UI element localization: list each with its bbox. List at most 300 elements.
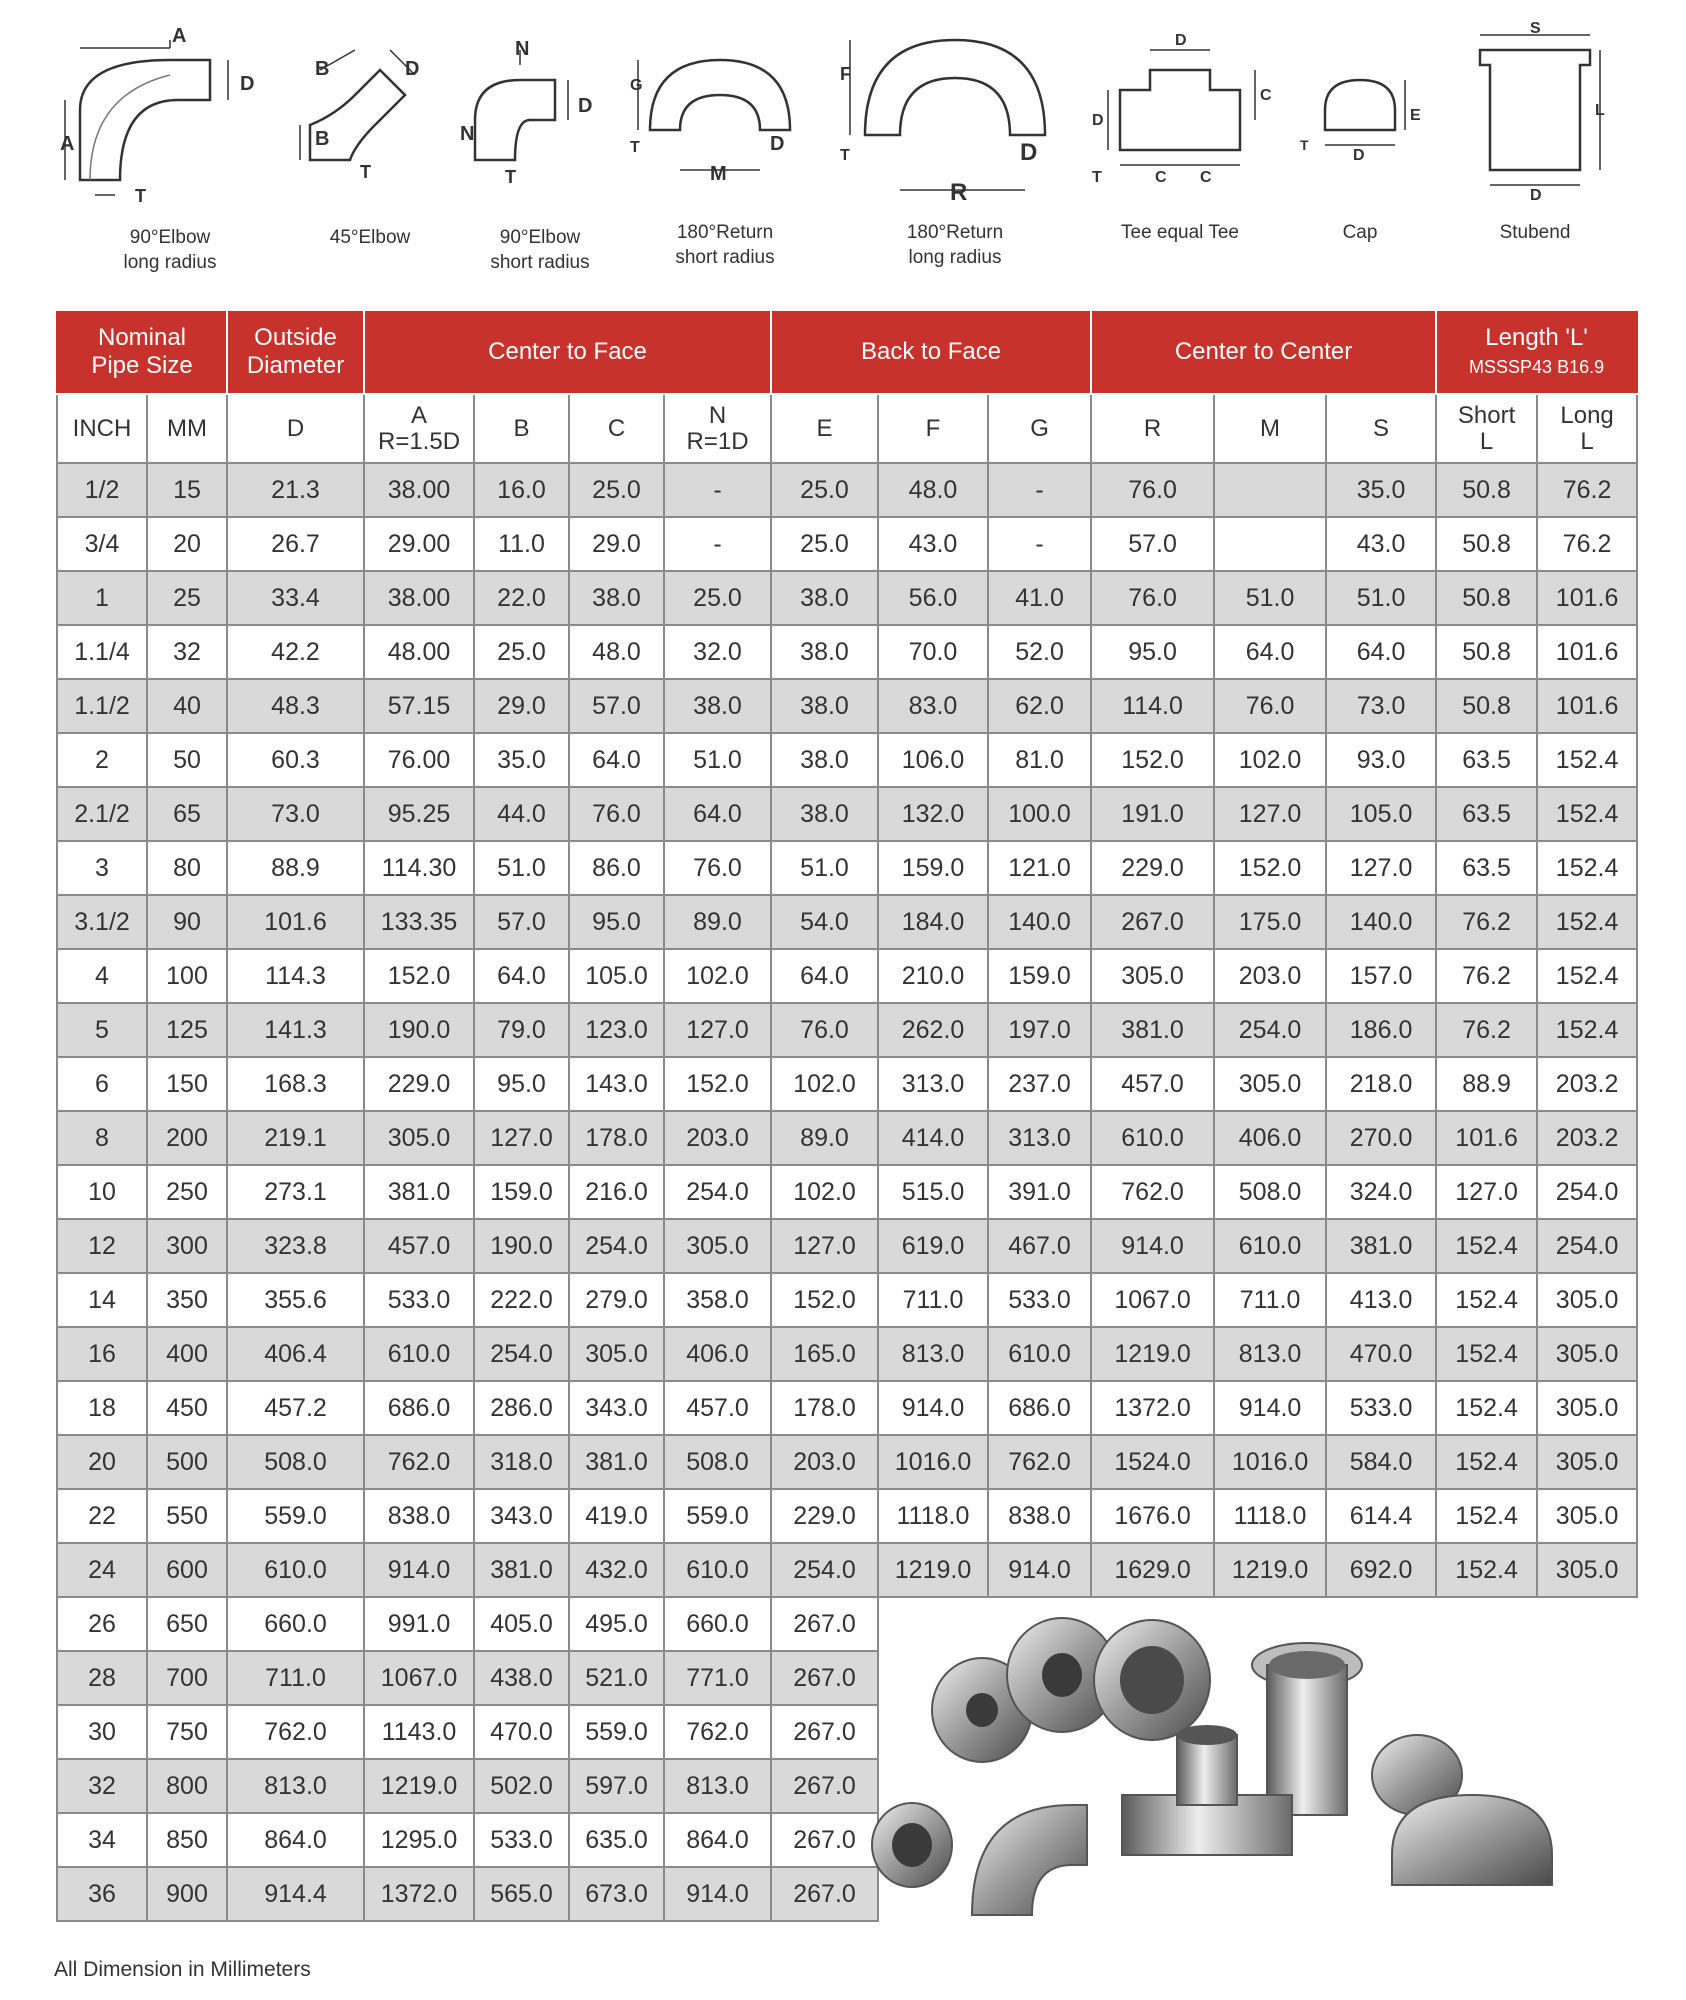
table-cell: 323.8: [227, 1219, 364, 1273]
table-cell: 1067.0: [1091, 1273, 1214, 1327]
caption-line-1: 180°Return: [676, 222, 774, 243]
table-cell: 692.0: [1326, 1543, 1436, 1597]
d-col-header: D: [227, 394, 364, 463]
table-cell: 22.0: [474, 571, 569, 625]
table-cell: 32: [147, 625, 227, 679]
table-cell: 140.0: [988, 895, 1091, 949]
table-cell: 508.0: [227, 1435, 364, 1489]
table-cell: 57.0: [569, 679, 664, 733]
table-cell: 52.0: [988, 625, 1091, 679]
table-cell: 133.35: [364, 895, 474, 949]
table-cell: 101.6: [1537, 571, 1637, 625]
table-cell: 1629.0: [1091, 1543, 1214, 1597]
dim-label: E: [1410, 107, 1421, 124]
table-cell: 864.0: [664, 1813, 771, 1867]
table-cell: 152.4: [1436, 1381, 1537, 1435]
table-cell: 914.0: [1214, 1381, 1326, 1435]
caption-line-2: long radius: [908, 247, 1002, 268]
dim-label: T: [1300, 137, 1309, 153]
table-cell: 381.0: [569, 1435, 664, 1489]
fitting-caption: [1460, 220, 1610, 245]
table-cell: 88.9: [1436, 1057, 1537, 1111]
table-cell: 57.15: [364, 679, 474, 733]
table-cell: 229.0: [364, 1057, 474, 1111]
table-cell: 1524.0: [1091, 1435, 1214, 1489]
table-cell: 660.0: [664, 1597, 771, 1651]
table-cell: 1118.0: [1214, 1489, 1326, 1543]
table-cell: 305.0: [664, 1219, 771, 1273]
table-cell: 1118.0: [878, 1489, 988, 1543]
table-cell: 152.0: [664, 1057, 771, 1111]
table-cell: 152.4: [1436, 1435, 1537, 1489]
table-cell: 1: [57, 571, 147, 625]
table-cell: 44.0: [474, 787, 569, 841]
table-cell: 305.0: [1537, 1273, 1637, 1327]
table-cell: 79.0: [474, 1003, 569, 1057]
table-cell: 152.4: [1436, 1489, 1537, 1543]
table-cell: 218.0: [1326, 1057, 1436, 1111]
table-cell: -: [988, 517, 1091, 571]
table-cell: 254.0: [664, 1165, 771, 1219]
table-cell: 762.0: [988, 1435, 1091, 1489]
table-cell: 267.0: [771, 1867, 878, 1921]
table-cell: 152.4: [1537, 733, 1637, 787]
tee-equal-tee-icon: [1090, 20, 1270, 210]
table-cell: 686.0: [364, 1381, 474, 1435]
dim-label: D: [770, 133, 785, 155]
table-row: [57, 895, 1637, 949]
table-cell: 152.0: [1091, 733, 1214, 787]
caption-line-1: 90°Elbow: [129, 227, 211, 248]
dim-label: T: [360, 162, 371, 182]
dim-label: M: [710, 163, 727, 185]
table-cell: 186.0: [1326, 1003, 1436, 1057]
table-cell: 1295.0: [364, 1813, 474, 1867]
table-row: [57, 1111, 1637, 1165]
elbow-45-icon: [295, 20, 445, 210]
stubend-fitting-icon: [1460, 20, 1610, 210]
footer-note: All Dimension in Millimeters: [54, 1958, 311, 1981]
table-cell: 381.0: [474, 1543, 569, 1597]
table-cell: 559.0: [227, 1489, 364, 1543]
table-cell: 762.0: [1091, 1165, 1214, 1219]
table-cell: 457.2: [227, 1381, 364, 1435]
b-col-header: B: [474, 394, 569, 463]
table-cell: 470.0: [474, 1705, 569, 1759]
table-cell: 305.0: [1537, 1435, 1637, 1489]
fitting-caption: [295, 225, 445, 250]
table-cell: 200: [147, 1111, 227, 1165]
table-cell: 508.0: [664, 1435, 771, 1489]
table-cell: 15: [147, 463, 227, 517]
dim-label: C: [1200, 169, 1212, 186]
dim-label: D: [1175, 32, 1187, 49]
fitting-caption: [60, 225, 280, 275]
table-cell: 405.0: [474, 1597, 569, 1651]
caption-line-1: Stubend: [1499, 222, 1571, 243]
table-cell: 350: [147, 1273, 227, 1327]
table-cell: 106.0: [878, 733, 988, 787]
table-row: [57, 1381, 1637, 1435]
dim-label: C: [1260, 87, 1272, 104]
short-l-col-header: Short L: [1436, 394, 1537, 463]
table-cell: 38.0: [664, 679, 771, 733]
table-cell: 1219.0: [364, 1759, 474, 1813]
table-cell: 105.0: [1326, 787, 1436, 841]
table-cell: 83.0: [878, 679, 988, 733]
table-cell: 95.0: [1091, 625, 1214, 679]
table-cell: 267.0: [771, 1813, 878, 1867]
table-cell: 29.0: [569, 517, 664, 571]
flange-icon: [932, 1618, 1210, 1762]
table-cell: 95.0: [569, 895, 664, 949]
table-cell: 267.0: [1091, 895, 1214, 949]
table-cell: 1676.0: [1091, 1489, 1214, 1543]
elbow-90-long-radius-icon: [60, 20, 280, 210]
dim-label: T: [135, 186, 146, 206]
table-cell: 711.0: [878, 1273, 988, 1327]
table-cell: 508.0: [1214, 1165, 1326, 1219]
table-cell: 152.4: [1537, 895, 1637, 949]
table-cell: 70.0: [878, 625, 988, 679]
table-cell: 38.0: [771, 787, 878, 841]
table-cell: 864.0: [227, 1813, 364, 1867]
table-cell: 152.4: [1436, 1219, 1537, 1273]
table-cell: 127.0: [664, 1003, 771, 1057]
table-cell: 141.3: [227, 1003, 364, 1057]
table-cell: 20: [147, 517, 227, 571]
dim-label: N: [515, 38, 530, 60]
table-cell: 267.0: [771, 1705, 878, 1759]
table-cell: 521.0: [569, 1651, 664, 1705]
table-cell: 102.0: [664, 949, 771, 1003]
table-cell: 358.0: [664, 1273, 771, 1327]
table-cell: 101.6: [227, 895, 364, 949]
fittings-photo-icon: [872, 1605, 1632, 1937]
table-cell: 850: [147, 1813, 227, 1867]
table-cell: 127.0: [1214, 787, 1326, 841]
table-cell: 48.3: [227, 679, 364, 733]
table-cell: 63.5: [1436, 733, 1537, 787]
table-cell: 762.0: [227, 1705, 364, 1759]
table-cell: 559.0: [664, 1489, 771, 1543]
table-cell: 95.0: [474, 1057, 569, 1111]
table-cell: 267.0: [771, 1597, 878, 1651]
table-cell: 203.0: [664, 1111, 771, 1165]
dim-label: F: [840, 64, 851, 84]
table-cell: 197.0: [988, 1003, 1091, 1057]
table-cell: 38.00: [364, 571, 474, 625]
table-cell: 152.4: [1537, 1003, 1637, 1057]
table-cell: 406.0: [664, 1327, 771, 1381]
elbow-45: [295, 20, 445, 275]
table-cell: 42.2: [227, 625, 364, 679]
return-180-long-radius-icon: [835, 20, 1075, 210]
c-col-header: C: [569, 394, 664, 463]
table-cell: 313.0: [878, 1057, 988, 1111]
table-cell: 313.0: [988, 1111, 1091, 1165]
table-cell: 127.0: [474, 1111, 569, 1165]
table-cell: [1214, 463, 1326, 517]
table-cell: 64.0: [474, 949, 569, 1003]
table-cell: 102.0: [771, 1057, 878, 1111]
table-row: [57, 1165, 1637, 1219]
table-cell: 24: [57, 1543, 147, 1597]
table-row: [57, 625, 1637, 679]
table-cell: 210.0: [878, 949, 988, 1003]
table-cell: 38.0: [771, 679, 878, 733]
cap-fitting-icon: [1295, 20, 1425, 210]
table-cell: 64.0: [569, 733, 664, 787]
table-cell: 1219.0: [1214, 1543, 1326, 1597]
table-cell: 305.0: [364, 1111, 474, 1165]
fitting-diagrams: [60, 20, 1640, 275]
table-cell: 48.00: [364, 625, 474, 679]
stubend-icon: [1252, 1643, 1362, 1815]
table-cell: 270.0: [1326, 1111, 1436, 1165]
table-cell: 38.0: [771, 733, 878, 787]
table-cell: 26: [57, 1597, 147, 1651]
table-cell: 51.0: [664, 733, 771, 787]
table-cell: 6: [57, 1057, 147, 1111]
table-cell: 432.0: [569, 1543, 664, 1597]
table-cell: 127.0: [771, 1219, 878, 1273]
table-cell: 343.0: [569, 1381, 664, 1435]
table-cell: 635.0: [569, 1813, 664, 1867]
table-cell: 175.0: [1214, 895, 1326, 949]
dim-label: D: [1353, 147, 1365, 164]
mm-col-header: MM: [147, 394, 227, 463]
table-cell: 51.0: [1214, 571, 1326, 625]
table-cell: 254.0: [1214, 1003, 1326, 1057]
dim-label: A: [60, 133, 75, 155]
table-cell: 914.0: [364, 1543, 474, 1597]
table-cell: 203.0: [771, 1435, 878, 1489]
fitting-caption: [460, 225, 620, 275]
center-to-center-header: Center to Center: [1091, 311, 1436, 394]
table-cell: 50.8: [1436, 625, 1537, 679]
table-cell: 610.0: [664, 1543, 771, 1597]
table-cell: 991.0: [364, 1597, 474, 1651]
dim-label: S: [1530, 20, 1541, 37]
dim-label: T: [505, 167, 516, 187]
table-cell: 76.0: [1091, 571, 1214, 625]
table-cell: 34: [57, 1813, 147, 1867]
long-l-col-header: Long L: [1537, 394, 1637, 463]
table-row: [57, 571, 1637, 625]
table-cell: 159.0: [474, 1165, 569, 1219]
sub-header-row: [57, 394, 1637, 463]
table-cell: 35.0: [1326, 463, 1436, 517]
table-cell: 32.0: [664, 625, 771, 679]
table-cell: 457.0: [664, 1381, 771, 1435]
table-cell: 102.0: [771, 1165, 878, 1219]
caption-line-1: Tee equal Tee: [1121, 222, 1239, 243]
table-cell: 584.0: [1326, 1435, 1436, 1489]
table-cell: 470.0: [1326, 1327, 1436, 1381]
table-cell: 50.8: [1436, 571, 1537, 625]
table-cell: 914.0: [988, 1543, 1091, 1597]
caption-line-1: 180°Return: [906, 222, 1004, 243]
table-cell: 559.0: [569, 1705, 664, 1759]
table-cell: 25: [147, 571, 227, 625]
table-cell: 159.0: [988, 949, 1091, 1003]
r-col-header: R: [1091, 394, 1214, 463]
table-cell: 457.0: [364, 1219, 474, 1273]
table-cell: 305.0: [1537, 1381, 1637, 1435]
elbow-90-long-radius: [60, 20, 280, 275]
table-cell: 813.0: [878, 1327, 988, 1381]
table-cell: 14: [57, 1273, 147, 1327]
table-cell: 237.0: [988, 1057, 1091, 1111]
table-cell: 48.0: [569, 625, 664, 679]
table-cell: 324.0: [1326, 1165, 1436, 1219]
table-cell: 1.1/2: [57, 679, 147, 733]
dim-label: T: [1092, 169, 1102, 186]
table-cell: 101.6: [1436, 1111, 1537, 1165]
fitting-caption: [630, 220, 820, 270]
table-cell: 838.0: [364, 1489, 474, 1543]
table-cell: 343.0: [474, 1489, 569, 1543]
table-cell: 229.0: [1091, 841, 1214, 895]
table-cell: 750: [147, 1705, 227, 1759]
dim-label: D: [1530, 187, 1542, 204]
table-cell: 650: [147, 1597, 227, 1651]
table-cell: 262.0: [878, 1003, 988, 1057]
table-cell: 8: [57, 1111, 147, 1165]
outside-diameter-header: Outside Diameter: [227, 311, 364, 394]
table-cell: 89.0: [664, 895, 771, 949]
table-cell: 101.6: [1537, 679, 1637, 733]
table-cell: 914.4: [227, 1867, 364, 1921]
caption-line-2: long radius: [123, 252, 217, 273]
table-cell: 152.4: [1537, 787, 1637, 841]
return-180-short-radius-icon: [630, 20, 820, 210]
table-row: [57, 1057, 1637, 1111]
table-cell: 191.0: [1091, 787, 1214, 841]
dim-label: C: [1155, 169, 1167, 186]
table-cell: 914.0: [878, 1381, 988, 1435]
table-cell: 771.0: [664, 1651, 771, 1705]
table-cell: 762.0: [664, 1705, 771, 1759]
table-cell: 63.5: [1436, 841, 1537, 895]
table-cell: 76.2: [1436, 1003, 1537, 1057]
table-cell: 254.0: [1537, 1219, 1637, 1273]
table-cell: 73.0: [1326, 679, 1436, 733]
table-cell: 165.0: [771, 1327, 878, 1381]
fittings-product-photo: [872, 1605, 1632, 1937]
caption-line-1: 45°Elbow: [329, 227, 411, 248]
table-cell: 90: [147, 895, 227, 949]
table-cell: 100.0: [988, 787, 1091, 841]
table-cell: 381.0: [364, 1165, 474, 1219]
elbow-icon: [872, 1803, 1087, 1915]
table-cell: 152.4: [1537, 841, 1637, 895]
dim-label: D: [405, 58, 420, 80]
fitting-caption: [835, 220, 1075, 270]
table-cell: 914.0: [664, 1867, 771, 1921]
table-cell: 413.0: [1326, 1273, 1436, 1327]
table-cell: 76.2: [1436, 895, 1537, 949]
table-cell: 273.1: [227, 1165, 364, 1219]
table-cell: 95.25: [364, 787, 474, 841]
table-cell: 550: [147, 1489, 227, 1543]
table-cell: 610.0: [1091, 1111, 1214, 1165]
dim-label: D: [578, 95, 593, 117]
table-row: [57, 1543, 1637, 1597]
s-col-header: S: [1326, 394, 1436, 463]
table-cell: 125: [147, 1003, 227, 1057]
table-cell: 900: [147, 1867, 227, 1921]
m-col-header: M: [1214, 394, 1326, 463]
table-cell: 565.0: [474, 1867, 569, 1921]
table-cell: 168.3: [227, 1057, 364, 1111]
table-cell: 610.0: [988, 1327, 1091, 1381]
table-cell: -: [664, 463, 771, 517]
table-cell: 305.0: [569, 1327, 664, 1381]
table-cell: 286.0: [474, 1381, 569, 1435]
table-cell: 5: [57, 1003, 147, 1057]
table-cell: 267.0: [771, 1651, 878, 1705]
table-cell: 127.0: [1436, 1165, 1537, 1219]
table-cell: 51.0: [474, 841, 569, 895]
table-cell: 1143.0: [364, 1705, 474, 1759]
table-cell: 54.0: [771, 895, 878, 949]
table-cell: 25.0: [569, 463, 664, 517]
dim-label: L: [1595, 102, 1605, 119]
table-cell: 838.0: [988, 1489, 1091, 1543]
table-cell: 73.0: [227, 787, 364, 841]
table-cell: 114.30: [364, 841, 474, 895]
table-row: [57, 517, 1637, 571]
e-col-header: E: [771, 394, 878, 463]
table-cell: 3.1/2: [57, 895, 147, 949]
table-cell: 56.0: [878, 571, 988, 625]
table-cell: 86.0: [569, 841, 664, 895]
table-cell: 700: [147, 1651, 227, 1705]
table-cell: 57.0: [474, 895, 569, 949]
table-row: [57, 1327, 1637, 1381]
table-cell: 76.0: [664, 841, 771, 895]
table-cell: 381.0: [1326, 1219, 1436, 1273]
table-cell: 26.7: [227, 517, 364, 571]
table-cell: 600: [147, 1543, 227, 1597]
table-cell: 1016.0: [878, 1435, 988, 1489]
table-cell: -: [664, 517, 771, 571]
table-cell: 152.0: [364, 949, 474, 1003]
table-cell: 140.0: [1326, 895, 1436, 949]
table-cell: 502.0: [474, 1759, 569, 1813]
table-cell: 267.0: [771, 1759, 878, 1813]
table-cell: 1.1/4: [57, 625, 147, 679]
table-cell: 50: [147, 733, 227, 787]
caption-line-2: short radius: [490, 252, 590, 273]
table-cell: 41.0: [988, 571, 1091, 625]
table-cell: 300: [147, 1219, 227, 1273]
table-cell: 178.0: [569, 1111, 664, 1165]
table-cell: 63.5: [1436, 787, 1537, 841]
table-cell: 1/2: [57, 463, 147, 517]
table-cell: 29.00: [364, 517, 474, 571]
g-col-header: G: [988, 394, 1091, 463]
f-col-header: F: [878, 394, 988, 463]
table-row: [57, 1219, 1637, 1273]
table-row: [57, 733, 1637, 787]
table-cell: 76.0: [771, 1003, 878, 1057]
table-cell: 18: [57, 1381, 147, 1435]
table-row: [57, 1489, 1637, 1543]
dim-label: B: [315, 58, 330, 80]
